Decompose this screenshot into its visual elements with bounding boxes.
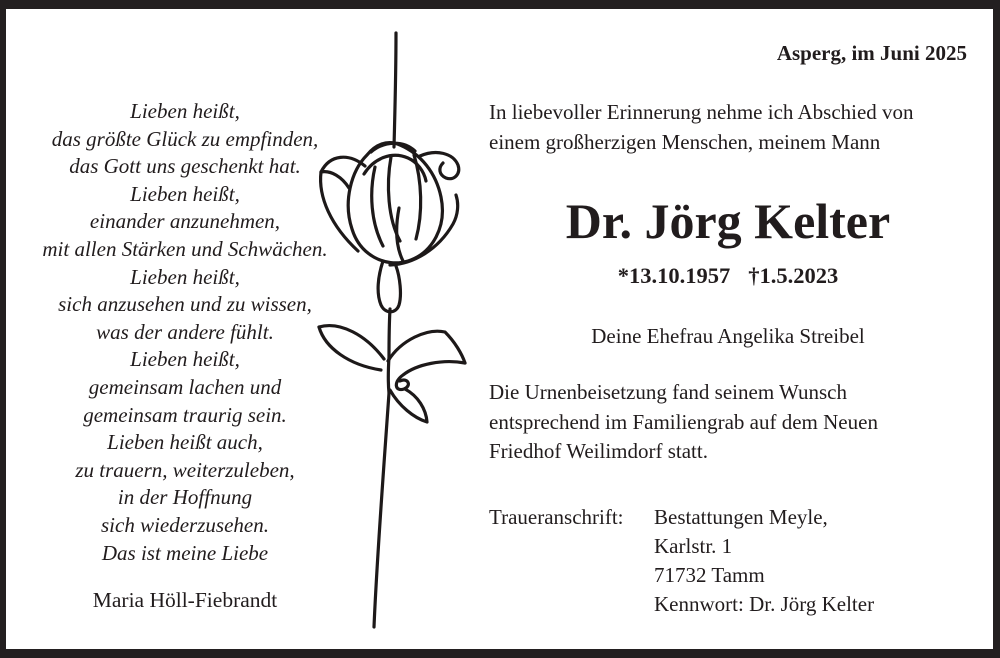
- dateline: Asperg, im Juni 2025: [776, 41, 967, 65]
- poem-line: mit allen Stärken und Schwächen.: [42, 236, 328, 261]
- poem-line: sich wiederzusehen.: [101, 512, 269, 537]
- poem-line: in der Hoffnung: [117, 485, 253, 510]
- life-dates: [489, 262, 967, 290]
- poem-line: gemeinsam traurig sein.: [83, 402, 287, 427]
- mourning-address-line: Karlstr. 1: [654, 533, 733, 558]
- poem-line: gemeinsam lachen und: [88, 374, 282, 399]
- poem-line: zu trauern, weiterzuleben,: [75, 457, 295, 482]
- rose-leaves: [319, 326, 465, 422]
- poem-column: [20, 98, 350, 613]
- deceased-name: Dr. Jörg Kelter: [565, 193, 891, 249]
- rose-head: [321, 143, 459, 312]
- poem-line: Lieben heißt auch,: [107, 430, 263, 455]
- mourning-address-line: Kennwort: Dr. Jörg Kelter: [654, 591, 875, 616]
- intro-paragraph: [489, 97, 967, 157]
- poem-line: was der andere fühlt.: [96, 319, 274, 344]
- burial-line: Die Urnenbeisetzung fand seinem Wunsch: [489, 380, 847, 404]
- mourning-address-lines: [654, 503, 874, 619]
- death-date: †1.5.2023: [748, 263, 839, 288]
- dedication-line: Deine Ehefrau Angelika Streibel: [591, 324, 865, 348]
- burial-line: Friedhof Weilimdorf statt.: [489, 439, 708, 463]
- notice-column: [489, 9, 967, 619]
- burial-line: entsprechend im Familiengrab auf dem Neuen: [489, 409, 878, 434]
- birth-date: *13.10.1957: [617, 263, 731, 288]
- poem-signature: Maria Höll-Fiebrandt: [92, 588, 278, 613]
- poem-line: Lieben heißt,: [130, 264, 240, 289]
- mourning-address-label: Traueranschrift:: [489, 504, 624, 529]
- poem-line: das größte Glück zu empfinden,: [51, 126, 319, 151]
- poem-line: Lieben heißt,: [130, 181, 240, 206]
- mourning-address-block: [489, 503, 967, 619]
- intro-line: In liebevoller Erinnerung nehme ich Abschied von: [489, 100, 914, 124]
- poem-line: einander anzunehmen,: [89, 209, 281, 234]
- burial-paragraph: [489, 378, 967, 467]
- poem-line: das Gott uns geschenkt hat.: [69, 154, 301, 179]
- poem-line: Lieben heißt,: [130, 99, 240, 123]
- poem-line: Das ist meine Liebe: [101, 540, 269, 565]
- mourning-address-line: 71732 Tamm: [654, 562, 765, 587]
- rose-stem: [374, 33, 396, 627]
- poem-line: sich anzusehen und zu wissen,: [58, 292, 312, 317]
- mourning-address-line: Bestattungen Meyle,: [654, 504, 828, 529]
- rose-line-art-icon: [304, 25, 474, 640]
- poem-line: Lieben heißt,: [130, 347, 240, 372]
- intro-line: einem großherzigen Menschen, meinem Mann: [489, 130, 881, 154]
- memorial-poem: [20, 98, 350, 567]
